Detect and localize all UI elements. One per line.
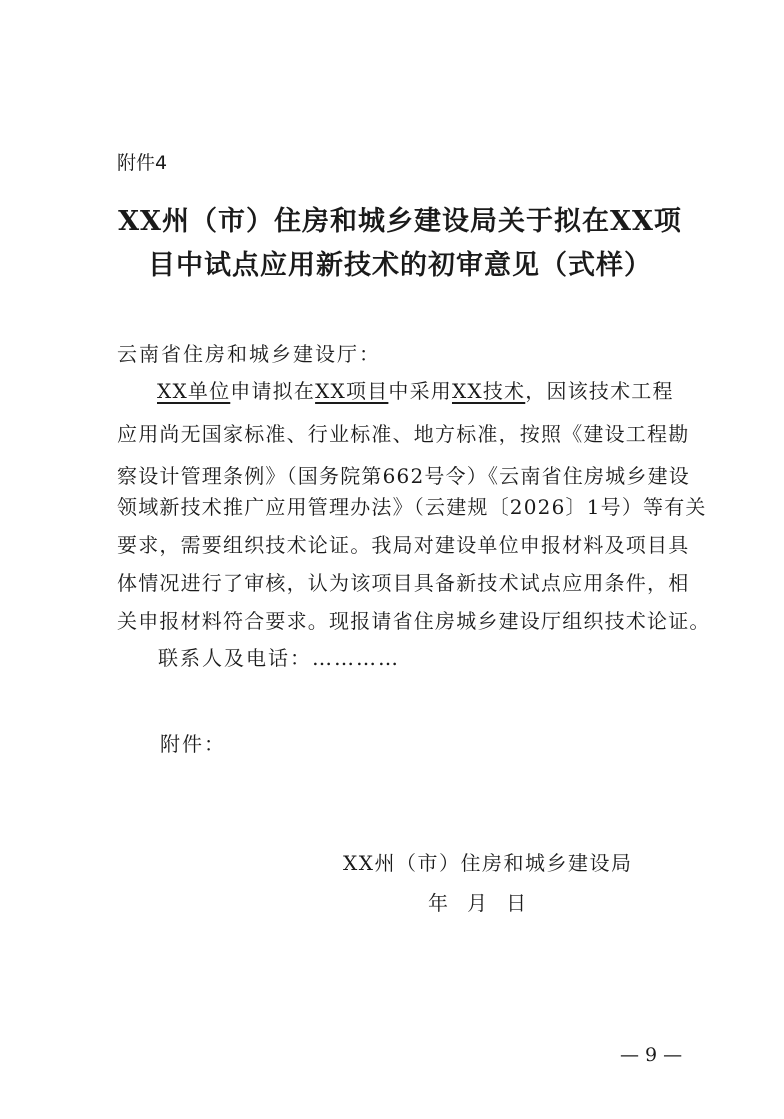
body-line-4: 领域新技术推广应用管理办法》（云建规〔2026〕1号）等有关 bbox=[117, 495, 707, 519]
body-text: ，因该技术工程 bbox=[525, 379, 674, 403]
title-line-1: XX州（市）住房和城乡建设局关于拟在XX项 bbox=[118, 206, 682, 237]
body-text: 申请拟在 bbox=[230, 379, 316, 403]
body-line-2: 应用尚无国家标准、行业标准、地方标准，按照《建设工程勘 bbox=[117, 422, 690, 446]
unit-placeholder: XX单位 bbox=[157, 379, 231, 403]
attachment-label: 附件4 bbox=[117, 152, 168, 174]
body-line-1 bbox=[117, 375, 692, 404]
body-line-3: 察设计管理条例》（国务院第662号令）《云南省住房城乡建设 bbox=[117, 464, 690, 488]
body-line-5: 要求，需要组织技术论证。我局对建设单位申报材料及项目具 bbox=[117, 533, 690, 557]
tech-placeholder: XX技术 bbox=[451, 379, 526, 403]
salutation: 云南省住房和城乡建设厅： bbox=[117, 342, 381, 366]
project-placeholder: XX项目 bbox=[315, 379, 389, 403]
title-line-2: 目中试点应用新技术的初审意见（式样） bbox=[148, 250, 652, 281]
issuing-authority: XX州（市）住房和城乡建设局 bbox=[343, 851, 633, 875]
body-line-6: 体情况进行了审核，认为该项目具备新技术试点应用条件，相 bbox=[117, 571, 690, 595]
attachment-list-label: 附件： bbox=[160, 732, 226, 756]
body-text: 中采用 bbox=[388, 379, 452, 403]
body-line-7: 关申报材料符合要求。现报请省住房城乡建设厅组织技术论证。 bbox=[117, 609, 711, 633]
contact-line: 联系人及电话：………… bbox=[158, 646, 400, 670]
date-line: 年 月 日 bbox=[428, 891, 527, 915]
page-number: — 9 — bbox=[620, 1044, 683, 1066]
